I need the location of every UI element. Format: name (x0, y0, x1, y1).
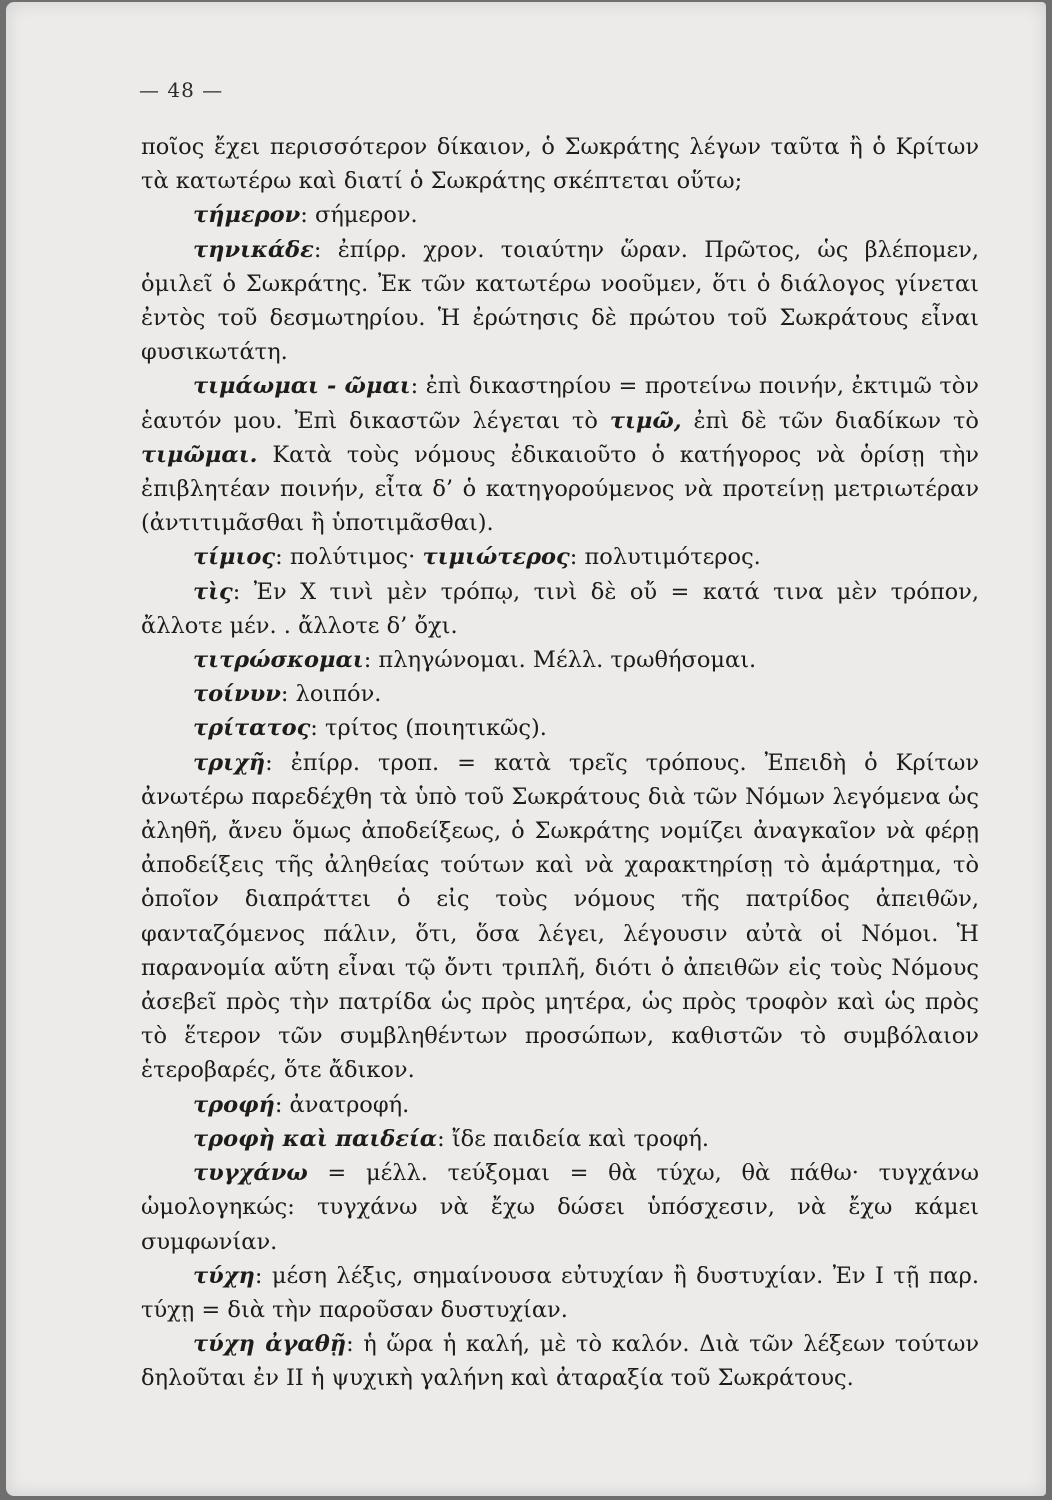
headword: τοίνυν (193, 681, 281, 708)
headword: τιτρώσκομαι (193, 647, 364, 674)
definition: = μέλλ. τεύξομαι = θὰ τύχω, θὰ πάθω· τυγχάνω ὡμολογηκώς: τυγχάνω νὰ ἔχω δώσει ὑπόσχεσιν, νὰ ἔχω κάμει συμφωνίαν. (141, 1160, 979, 1255)
headword: τρίτατος (193, 715, 311, 742)
entry-tritatos (141, 711, 979, 745)
emphasis: τιμιώτερος (422, 544, 570, 571)
headword: τροφὴ καὶ παιδεία (193, 1125, 438, 1152)
entry-tygchano (141, 1156, 979, 1259)
definition: : ἐπὶ δικαστηρίου = προτείνω ποινήν, ἐκτιμῶ τὸν ἑαυτόν μου. Ἐπὶ δικαστῶν λέγεται τὸ (141, 373, 979, 434)
headword: τήμερον (193, 202, 301, 229)
definition: : ἡ ὥρα ἡ καλή, μὲ τὸ καλόν. Διὰ τῶν λέξεων τούτων δηλοῦται ἐν II ἡ ψυχικὴ γαλήνη καὶ ἀταραξία τοῦ Σωκράτους. (141, 1331, 979, 1392)
entry-titroskomai (141, 643, 979, 677)
headword: τὶς (193, 578, 233, 605)
paragraph-intro (141, 130, 979, 198)
entry-toinyn (141, 677, 979, 711)
entry-tychi-agathi (141, 1327, 979, 1395)
definition: : μέση λέξις, σημαίνουσα εὐτυχίαν ἢ δυστυχίαν. Ἐν I τῇ παρ. τύχῃ = διὰ τὴν παροῦσαν δυστυχίαν. (141, 1262, 979, 1323)
paragraph-text: ποῖος ἔχει περισσότερον δίκαιον, ὁ Σωκράτης λέγων ταῦτα ἢ ὁ Κρίτων τὰ κατωτέρω καὶ διατί ὁ Σωκράτης σκέπτεται οὕτω; (141, 134, 979, 195)
emphasis: τιμῶ, (609, 407, 682, 434)
definition: : πολυτιμότερος. (569, 544, 761, 571)
entry-tinikade (141, 233, 979, 370)
definition: : ἀνατροφή. (274, 1091, 410, 1118)
page-number: — 48 — (139, 78, 224, 102)
entry-trofi (141, 1088, 979, 1122)
entry-trofi-kai-paideia (141, 1122, 979, 1156)
headword: τριχῆ (193, 749, 266, 776)
headword: τηνικάδε (193, 236, 314, 263)
entry-tis (141, 575, 979, 643)
definition: : τρίτος (ποιητικῶς). (310, 715, 547, 742)
definition: : σήμερον. (300, 202, 418, 229)
headword: τύχη ἀγαθῇ (193, 1331, 347, 1358)
book-page (6, 2, 1046, 1496)
body-text (141, 130, 979, 1396)
definition: : πληγώνομαι. Μέλλ. τρωθήσομαι. (363, 647, 757, 674)
definition: Κατὰ τοὺς νόμους ἐδικαιοῦτο ὁ κατήγορος νὰ ὁρίσῃ τὴν ἐπιβλητέαν ποινήν, εἶτα δ’ ὁ κατηγορούμενος νὰ προτείνῃ μετριωτέραν (ἀντιτιμᾶσθαι ἢ ὑποτιμᾶσθαι). (141, 441, 979, 537)
headword: τίμιος (193, 544, 276, 571)
definition: : πολύτιμος· (275, 544, 423, 571)
headword: τιμάωμαι - ῶμαι (193, 373, 411, 400)
definition: : Ἐν X τινὶ μὲν τρόπῳ, τινὶ δὲ οὔ = κατά τινα μὲν τρόπον, ἄλλοτε μέν. . ἄλλοτε δ’ ὄχι. (141, 578, 979, 639)
definition: ἐπὶ δὲ τῶν διαδίκων τὸ (681, 407, 979, 434)
entry-tychi (141, 1259, 979, 1327)
definition: : ἐπίρρ. τροπ. = κατὰ τρεῖς τρόπους. Ἐπειδὴ ὁ Κρίτων ἀνωτέρω παρεδέχθη τὰ ὑπὸ τοῦ Σωκράτους διὰ τῶν Νόμων λεγόμενα ὡς ἀληθῆ, ἄνευ ὅμως ἀποδείξεως, ὁ Σωκράτης νομίζει ἀναγκαῖον νὰ φέρῃ ἀποδείξεις τῆς ἀληθείας τούτων καὶ νὰ χαρακτηρίσῃ τὸ ἁμάρτημα, τὸ ὁποῖον διαπράττει ὁ εἰς τοὺς νόμους τῆς πατρίδος ἀπειθῶν, φανταζόμενος πάλιν, ὅτι, ὅσα λέγει, λέγουσιν αὐτὰ οἱ Νόμοι. Ἡ παρανομία αὕτη εἶναι τῷ ὄντι τριπλῆ, διότι ὁ ἀπειθῶν εἰς τοὺς Νόμους ἀσεβεῖ πρὸς τὴν πατρίδα ὡς πρὸς μητέρα, ὡς πρὸς τροφὸν καὶ ὡς πρὸς τὸ ἕτερον τῶν συμβληθέντων προσώπων, καθιστῶν τὸ συμβόλαιον ἑτεροβαρές, ὅτε ἄδικον. (141, 749, 979, 1084)
headword: τυγχάνω (193, 1160, 308, 1187)
headword: τροφή (193, 1091, 275, 1118)
entry-timaomai (141, 369, 979, 540)
emphasis: τιμῶμαι. (141, 441, 258, 468)
headword: τύχη (193, 1262, 255, 1289)
entry-timios (141, 540, 979, 574)
definition: : ἐπίρρ. χρον. τοιαύτην ὥραν. Πρῶτος, ὡς βλέπομεν, ὁμιλεῖ ὁ Σωκράτης. Ἐκ τῶν κατωτέρω νοοῦμεν, ὅτι ὁ διάλογος γίνεται ἐντὸς τοῦ δεσμωτηρίου. Ἡ ἐρώτησις δὲ πρώτου τοῦ Σωκράτους εἶναι φυσικωτάτη. (141, 236, 979, 366)
definition: : ἴδε παιδεία καὶ τροφή. (437, 1125, 710, 1152)
definition: : λοιπόν. (280, 681, 382, 708)
entry-trichi (141, 746, 979, 1088)
entry-timeron (141, 198, 979, 232)
